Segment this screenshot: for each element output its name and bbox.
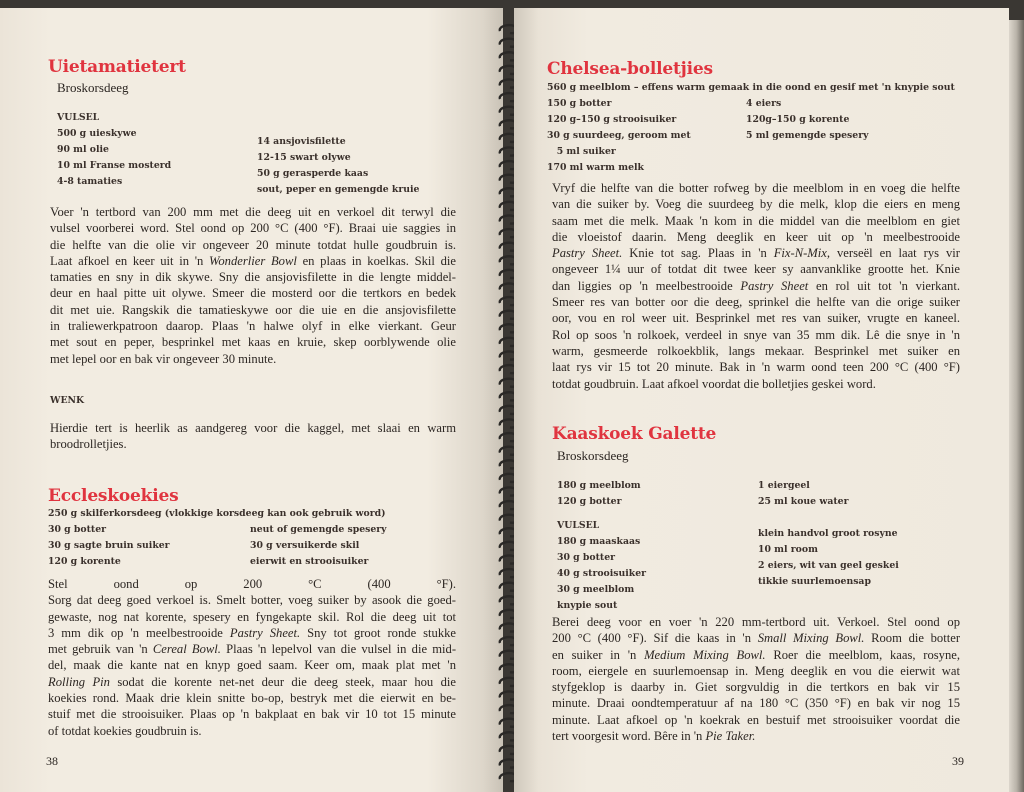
- page-edges: [1009, 20, 1024, 792]
- ingredient-item: eierwit en strooisuiker: [250, 556, 369, 567]
- ingredients-col2: [758, 526, 899, 590]
- text-segment: 200 °C (400 °F). Sif die kaas in 'n: [552, 631, 758, 646]
- italic-product-name: Pie Taker.: [705, 729, 756, 744]
- text-segment: Voer 'n tertbord van 200 mm met die deeg uit en verkoel dit terwyl die: [50, 205, 456, 219]
- text-segment: Knie tot sag. Plaas in 'n: [622, 246, 774, 261]
- text-segment: sodat die korente net-net deur die deeg steek, maar hou die: [109, 674, 456, 689]
- recipe-title-eccleskoekies: Eccleskoekies: [48, 486, 179, 506]
- text-segment: broodrolletjies.: [50, 437, 127, 452]
- recipe-title-uietamatietert: Uietamatietert: [48, 57, 186, 77]
- text-line: [50, 302, 456, 318]
- text-line: [50, 237, 456, 253]
- ingredients-col2: [250, 522, 387, 570]
- ingredients-col1: [547, 96, 691, 176]
- ingredient-item: knypie sout: [557, 600, 618, 611]
- text-line: [48, 625, 456, 641]
- text-line: [50, 253, 456, 269]
- section-label-vulsel: VULSEL: [557, 520, 600, 531]
- text-segment: Laat afkoel en keer uit in 'n: [50, 253, 210, 268]
- ingredient-item: 14 ansjovisfilette: [257, 136, 346, 147]
- text-line: [552, 630, 960, 646]
- ingredient-item: 1 eiergeel: [758, 480, 810, 491]
- text-segment: in traliewerkpatroon daarop. Plaas 'n halwe olyf in elke vierkant. Geur: [50, 319, 456, 334]
- recipe-title-kaaskoek-galette: Kaaskoek Galette: [552, 424, 717, 444]
- ingredient-item: 150 g botter: [547, 98, 612, 109]
- ingredient-item: 500 g uieskywe: [57, 128, 137, 139]
- ingredient-item: 4-8 tamaties: [57, 176, 123, 187]
- text-segment: Rol op soos 'n rolkoek, verdeel in snye van 35 mm dik. Lê die snye in 'n: [552, 327, 960, 342]
- text-line: [48, 576, 456, 592]
- text-segment: Roer die meelblom, kaas, rosyne,: [765, 647, 960, 662]
- section-label-vulsel: VULSEL: [57, 112, 100, 123]
- text-line: [50, 420, 456, 436]
- ingredient-item: 120g–150 g korente: [746, 114, 850, 125]
- text-segment: Stel oond op 200 °C (400 °F).: [48, 577, 456, 591]
- text-line: [552, 245, 960, 261]
- italic-product-name: Small Mixing Bowl.: [757, 631, 865, 646]
- ingredient-item: 10 ml Franse mosterd: [57, 160, 172, 171]
- ingredient-item: 25 ml koue water: [758, 496, 849, 507]
- text-segment: stuif met die strooisuiker. Plaas op 'n bakplaat en bak vir 10 tot 15 minute: [48, 707, 456, 722]
- text-segment: die helfte van die olie vir ongeveer 20 minute totdat hulle goudbruin is.: [50, 237, 456, 252]
- text-line: [50, 269, 456, 285]
- text-segment: Plaas 'n lepelvol van die vulsel in die mid-: [220, 642, 457, 657]
- left-page: [0, 8, 503, 792]
- text-line: [50, 318, 456, 334]
- text-segment: dit met uie. Rangskik die tamatieskywe oor die uie en die ansjovisfilette: [50, 302, 456, 317]
- italic-product-name: Pastry Sheet.: [552, 246, 623, 261]
- ingredient-item: 120 g botter: [557, 496, 622, 507]
- text-segment: met lepel oor en bak vir ongeveer 30 minute.: [50, 351, 277, 366]
- text-line: [48, 592, 456, 608]
- ingredient-item: 10 ml room: [758, 544, 818, 555]
- method-text: [50, 204, 456, 367]
- ingredient-item: 30 g botter: [48, 524, 107, 535]
- ingredient-item: 120 g korente: [48, 556, 121, 567]
- text-segment: 3 mm dik op 'n meelbestrooide: [48, 625, 230, 640]
- text-line: [552, 359, 960, 375]
- text-segment: warm, gesmeerde rolkoekblik, langs mekaar. Besprinkel met suiker en: [552, 343, 960, 358]
- text-segment: minute. Draai oondtemperatuur af na 180 °C (350 °F) en bak vir nog 15: [552, 696, 960, 711]
- text-line: [48, 690, 456, 706]
- text-segment: styfgeklop is daarby in. Giet sorgvuldig in die tertkors en bak vir 15: [552, 680, 960, 695]
- ingredient-item: 50 g gerasperde kaas: [257, 168, 369, 179]
- text-line: [552, 712, 960, 728]
- ingredient-full-line: 250 g skilferkorsdeeg (vlokkige korsdeeg kan ook gebruik word): [48, 508, 386, 519]
- text-segment: del, maak die kante nat en knyp goed saam. Keer om, maak plat met 'n: [48, 658, 456, 673]
- text-line: [48, 657, 456, 673]
- italic-product-name: Pastry Sheet.: [229, 625, 301, 640]
- tip-label: WENK: [50, 395, 85, 406]
- text-line: [48, 706, 456, 722]
- text-segment: Berei deeg voor en voer 'n 220 mm-tertbord uit. Verkoel. Stel oond op: [552, 615, 960, 629]
- text-segment: dan liggies op 'n meelbestrooide: [552, 278, 741, 293]
- text-line: [552, 663, 960, 679]
- text-line: [552, 327, 960, 343]
- ingredient-item: tikkie suurlemoensap: [758, 576, 871, 587]
- ingredient-item: 30 g meelblom: [557, 584, 635, 595]
- recipe-subtitle: Broskorsdeeg: [557, 448, 629, 463]
- text-line: [552, 310, 960, 326]
- italic-product-name: Fix-N-Mix,: [773, 246, 831, 261]
- text-line: [552, 294, 960, 310]
- text-segment: laat rys vir 15 tot 20 minute. Bak in 'n warm oond teen 200 °C (400 °F): [552, 360, 960, 375]
- text-line: [50, 436, 456, 452]
- text-line: [50, 334, 456, 350]
- text-segment: Hierdie tert is heerlik as aandgereg voor die kaggel, met slaai en warm: [50, 421, 456, 435]
- text-segment: Vryf die helfte van die botter rofweg by die meelblom in en voeg die helfte: [552, 181, 960, 195]
- text-segment: tamaties en sny in dik skywe. Sny die ansjovisfilette in die lengte middel-: [50, 270, 456, 285]
- text-segment: Sny tot groot ronde stukke: [300, 625, 457, 640]
- text-segment: gewaste, nog nat korente, spesery en fyngekapte skil. Rol die deeg uit tot: [48, 609, 456, 624]
- italic-product-name: Wonderlier Bowl: [209, 253, 297, 268]
- text-segment: deur en haal pitte uit olywe. Smeer die mosterd oor die tertkors en bedek: [50, 286, 456, 301]
- text-segment: Sorg dat deeg goed verkoel is. Smelt botter, voeg suiker by asook die goed-: [48, 593, 456, 608]
- ingredients-col1: [48, 522, 170, 570]
- ingredient-item: 180 g maaskaas: [557, 536, 641, 547]
- ingredient-item: 180 g meelblom: [557, 480, 641, 491]
- crust-col1: [557, 478, 641, 510]
- ingredient-item: 5 ml suiker: [547, 146, 616, 157]
- method-text: [552, 180, 960, 392]
- ingredient-item: sout, peper en gemengde kruie: [257, 184, 420, 195]
- ingredients-col1: [557, 534, 646, 614]
- text-line: [50, 220, 456, 236]
- text-segment: Room die botter: [864, 631, 961, 646]
- text-line: [552, 278, 960, 294]
- text-line: [50, 285, 456, 301]
- ingredient-item: 2 eiers, wit van geel geskei: [758, 560, 899, 571]
- text-segment: of totdat koekies goudbruin is.: [48, 723, 202, 738]
- italic-product-name: Cereal Bowl.: [152, 642, 221, 657]
- ingredient-item: 12-15 swart olywe: [257, 152, 351, 163]
- text-line: [552, 213, 960, 229]
- ingredient-item: 5 ml gemengde spesery: [746, 130, 869, 141]
- recipe-title-chelsea-bolletjies: Chelsea-bolletjies: [547, 59, 713, 79]
- text-segment: saam met die melk. Maak 'n kom in die middel van die meelblom en giet: [552, 213, 960, 228]
- ingredient-item: 30 g sagte bruin suiker: [48, 540, 170, 551]
- text-segment: met sout en peper, besprinkel met kaas en kruie, skep oorblywende olie: [50, 335, 456, 350]
- ingredient-item: 30 g suurdeeg, geroom met: [547, 130, 691, 141]
- method-text: [552, 614, 960, 744]
- italic-product-name: Pastry Sheet: [740, 278, 809, 293]
- text-segment: van die suiker by. Voeg die suurdeeg by die melk, klop die eiers en meng: [552, 197, 960, 212]
- text-line: [552, 376, 960, 392]
- text-line: [50, 351, 456, 367]
- text-line: [552, 695, 960, 711]
- text-line: [48, 609, 456, 625]
- text-line: [552, 343, 960, 359]
- text-line: [48, 723, 456, 739]
- text-line: [48, 641, 456, 657]
- ingredient-item: klein handvol groot rosyne: [758, 528, 898, 539]
- ingredient-item: 30 g botter: [557, 552, 616, 563]
- text-segment: room, eiergele en suurlemoensap in. Meng deeglik en vou die eierwit wat: [552, 663, 960, 678]
- text-line: [552, 229, 960, 245]
- text-segment: koekies rond. Maak drie klein snitte bo-op, bestryk met die eierwit en be-: [48, 691, 456, 706]
- text-segment: Smeer res van botter oor die deeg, sprinkel die helfte van die orige suiker: [552, 295, 960, 310]
- text-segment: en suiker in 'n: [552, 647, 645, 662]
- text-segment: totdat goudbruin. Laat afkoel voordat die bolletjies geskei word.: [552, 376, 876, 391]
- right-page: [514, 8, 1009, 792]
- text-segment: oor, vou en rol weer uit. Besprinkel met res van suiker, vrugte en kaneel.: [552, 311, 960, 326]
- text-segment: minute. Laat afkoel op 'n koekrak en bestuif met strooisuiker voordat die: [552, 712, 960, 727]
- page-number: 39: [952, 754, 964, 768]
- text-segment: en rol uit tot 'n vierkant.: [808, 278, 960, 293]
- text-line: [50, 204, 456, 220]
- ingredients-col2: [746, 96, 869, 144]
- text-line: [552, 679, 960, 695]
- italic-product-name: Medium Mixing Bowl.: [644, 647, 766, 662]
- text-line: [552, 180, 960, 196]
- crust-col2: [758, 478, 848, 510]
- tip-text: [50, 420, 456, 453]
- ingredients-col1: [57, 126, 171, 190]
- ingredient-full-line: 560 g meelblom – effens warm gemaak in die oond en gesif met 'n knypie sout: [547, 82, 955, 93]
- text-segment: en plaas in koelkas. Skil die: [296, 253, 456, 268]
- ingredient-item: 170 ml warm melk: [547, 162, 644, 173]
- text-segment: vulsel voorberei word. Stel oond op 200 °C (400 °F). Braai uie saggies in: [50, 221, 456, 236]
- italic-product-name: Rolling Pin: [48, 674, 110, 689]
- text-line: [552, 196, 960, 212]
- text-line: [48, 674, 456, 690]
- ingredient-item: neut of gemengde spesery: [250, 524, 387, 535]
- text-segment: met gebruik van 'n: [48, 642, 153, 657]
- ingredient-item: 120 g–150 g strooisuiker: [547, 114, 677, 125]
- text-line: [552, 261, 960, 277]
- text-segment: ongeveer 1¼ uur of totdat dit twee keer sy aanvanklike grootte het. Knie: [552, 262, 960, 277]
- text-line: [552, 728, 960, 744]
- text-segment: die vloeistof daarin. Meng deeglik en keer uit op 'n meelbestrooide: [552, 229, 960, 244]
- ingredients-col2: [257, 134, 419, 198]
- text-segment: tert voorgesit word. Bêre in 'n: [552, 729, 706, 744]
- ingredient-item: 90 ml olie: [57, 144, 109, 155]
- page-number: 38: [46, 754, 58, 768]
- recipe-subtitle: Broskorsdeeg: [57, 80, 129, 95]
- method-text: [48, 576, 456, 739]
- text-segment: verseël en laat rys vir: [830, 246, 960, 261]
- ingredient-item: 30 g versuikerde skil: [250, 540, 360, 551]
- text-line: [552, 614, 960, 630]
- text-line: [552, 647, 960, 663]
- ingredient-item: 40 g strooisuiker: [557, 568, 647, 579]
- ingredient-item: 4 eiers: [746, 98, 782, 109]
